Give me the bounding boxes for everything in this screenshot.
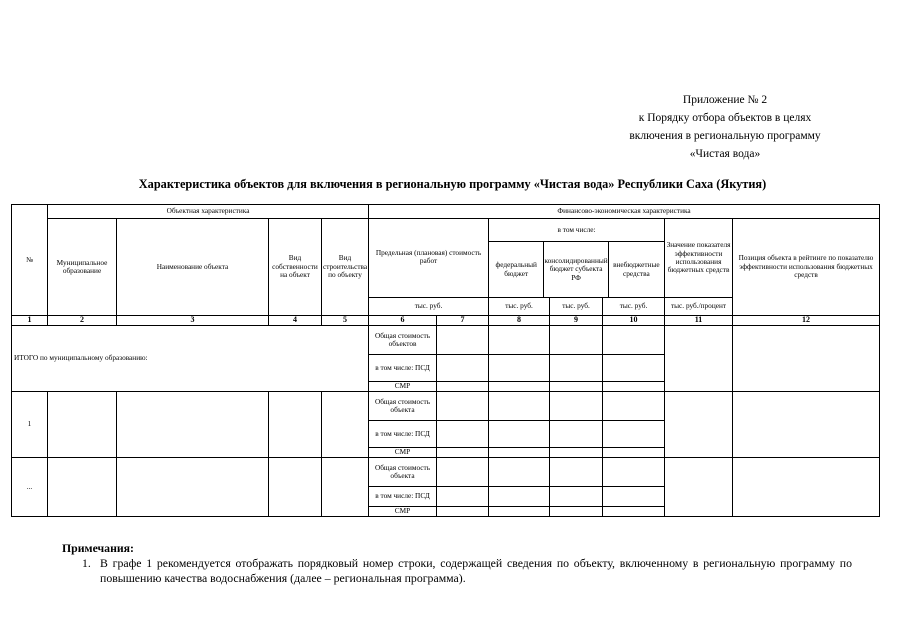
header-estimated-cost: Предельная (плановая) стоимость работ (369, 219, 489, 298)
header-rating: Позиция объекта в рейтинге по показателю эффективности использования бюджетных средств (733, 219, 880, 316)
col-number: 2 (48, 316, 117, 326)
header-including: в том числе: (489, 219, 664, 242)
header-group-finance: Финансово-экономическая характеристика (369, 205, 880, 219)
header-offbudget: внебюджетные средства (613, 260, 660, 278)
row-number: ... (12, 458, 48, 517)
col-number: 12 (733, 316, 880, 326)
total-label: ИТОГО по муниципальному образованию: (12, 326, 369, 392)
unit-consolidated: тыс. руб. (550, 298, 603, 316)
notes-section (62, 541, 852, 586)
col-number: 11 (665, 316, 733, 326)
note-number: 1. (82, 556, 91, 570)
unit-indicator: тыс. руб./процент (665, 298, 733, 316)
header-consolidated: консолидированный бюджет субъекта РФ (544, 242, 608, 297)
header-col-no: № (12, 205, 48, 316)
subrow-psd: в том числе: ПСД (369, 421, 437, 448)
col-number: 1 (12, 316, 48, 326)
appendix-line: к Порядку отбора объектов в целях (638, 112, 812, 124)
header-construction: Вид строительства по объекту (322, 219, 369, 316)
col-number: 4 (269, 316, 322, 326)
unit-offbudget: тыс. руб. (603, 298, 665, 316)
subrow-object-cost: Общая стоимость объекта (369, 458, 437, 487)
header-indicator: Значение показателя эффективности использования бюджетных средств (665, 219, 733, 298)
row-number: 1 (12, 392, 48, 458)
header-object-name: Наименование объекта (117, 219, 269, 316)
subrow-psd: в том числе: ПСД (369, 487, 437, 507)
subrow-psd: в том числе: ПСД (369, 355, 437, 382)
subrow-total-cost: Общая стоимость объектов (369, 326, 437, 355)
note-item (82, 556, 852, 586)
col-number: 5 (322, 316, 369, 326)
col-number: 3 (117, 316, 269, 326)
subrow-object-cost: Общая стоимость объекта (369, 392, 437, 421)
col-number: 9 (550, 316, 603, 326)
appendix-line: Приложение № 2 (682, 94, 768, 106)
col-number: 7 (437, 316, 489, 326)
notes-heading: Примечания: (62, 541, 134, 555)
header-ownership: Вид собственности на объект (269, 219, 322, 316)
unit-cost: тыс. руб. (369, 298, 489, 316)
col-number: 8 (489, 316, 550, 326)
document-title: Характеристика объектов для включения в региональную программу «Чистая вода» Республики Саха (Якутия) (138, 177, 767, 191)
objects-table (11, 204, 880, 517)
header-group-object: Объектная характеристика (48, 205, 369, 219)
appendix-line: «Чистая вода» (689, 148, 761, 160)
col-number: 10 (603, 316, 665, 326)
unit-federal: тыс. руб. (489, 298, 550, 316)
header-federal: федеральный бюджет (489, 242, 544, 297)
subrow-smr: СМР (369, 507, 437, 517)
header-municipality: Муниципальное образование (48, 219, 117, 316)
col-number: 6 (369, 316, 437, 326)
note-text: В графе 1 рекомендуется отображать порядковый номер строки, содержащей сведения по объекту, включенному в региональную программу по повышению качества водоснабжения (далее – региональная программа). (100, 556, 852, 585)
appendix-header (590, 91, 860, 163)
appendix-line: включения в региональную программу (629, 130, 821, 142)
subrow-smr: СМР (369, 382, 437, 392)
subrow-smr: СМР (369, 448, 437, 458)
